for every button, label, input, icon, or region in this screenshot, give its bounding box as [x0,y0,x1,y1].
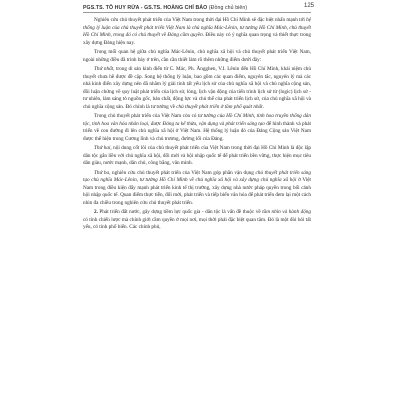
italic-text: chủ thuyết phát triển sáng tạo chủ nghĩa Mác-Lênin, tư tưởng Hồ Chí Minh về chủ nghĩa xã hội và xây dựng chủ nghĩa xã hội [83,169,311,183]
running-header [0,0,400,14]
italic-text: chủ thuyết phát triển ở tầm phổ quát nhất [176,103,263,110]
italic-text: tư tưởng của Hồ Chí Minh, tinh hoa truyền thống dân tộc, tinh hoa văn hóa nhân loại, được Đảng ta kế thừa, vận dụng và phát triển sáng tạo [83,113,311,127]
header-authors-names: PGS.TS. TÔ HUY RỨA - GS.TS. HOÀNG CHÍ BẢO [83,5,208,11]
text-run: Trong chủ thuyết phát triển của Việt Nam còn có [94,113,198,119]
italic-text: Thứ nhất [94,66,114,72]
text-run: . Điều này có ý nghĩa quan trọng và thiết thực trong xây dựng Đảng hiện nay. [83,32,311,46]
text-run: Phát triển đất nước, gây dựng tiềm lực quốc gia - dân tộc là vấn đề thuộc về [97,209,263,215]
paragraph [83,66,311,111]
header-rule [83,12,311,13]
italic-text: Thứ ba [94,169,110,176]
text-run: Nghiên cứu chủ thuyết phát triển của Việt Nam trong thời đại Hồ Chí Minh sẽ đặc biệt nhấn mạnh tới [94,17,307,23]
paragraph [83,113,311,143]
header-authors-role: (Đồng chủ biên) [208,5,248,11]
text-run: , nghiên cứu chủ thuyết phát triển của Việt Nam góp phần vận dụng [109,169,256,176]
italic-text: Thứ hai [94,145,111,151]
paragraph [83,209,311,232]
header-authors [83,5,247,11]
page-number: 125 [304,3,315,9]
text-run: , nội dung cốt lõi của chủ thuyết phát triển của Việt Nam trong thời đại Hồ Chí Minh là độc lập dân tộc gắn liền với chủ nghĩa xã hội, đổi mới và hội nhập quốc tế để phát triển bền vững, thực hiện mục tiêu dân giàu, nước mạnh, dân chủ, công bằng, văn minh. [83,145,311,166]
italic-text: hệ thống lý luận của chủ thuyết phát triển Việt Nam là chủ nghĩa Mác-Lênin, tư tưởng Hồ Chí Minh, chủ thuyết Hồ Chí Minh, trong đó có chủ thuyết về Đảng cầm quyền [83,17,311,38]
text-run: , trong di sản kinh điển từ C. Mác, Ph. Ăngghen, V.I. Lênin đến Hồ Chí Minh, khái niệm chủ thuyết chưa hề được đề cập. Song hệ thống lý luận, bao gồm các quan điểm, nguyên tắc, nguyên lý mà các nhà kinh điển xây dựng nên đã nhằm lý giải tính tất yếu lịch sử của chủ nghĩa xã hội và chủ nghĩa cộng sản, đồi luận chứng về quy luật phát triển của lịch sử, lòng, lịch vận động của tiến trình lịch sử từ (logic) lịch sử - tư nhiên, làm sáng tỏ nguồn gốc, bản chất, động lực và chủ thể của phát triển lịch sử, của chủ nghĩa xã hội và chủ nghĩa cộng sản. Đó chính là tư tưởng về [83,66,311,110]
paragraph [83,170,311,208]
text-run: . [262,103,264,110]
paragraph [83,49,311,64]
italic-text: tầm nhìn và hành động [262,209,311,215]
text-run: Trong mối quan hệ giữa chủ nghĩa Mác-Lênin, chủ nghĩa xã hội và chủ thuyết phát triển Việt Nam, ngoài những điều đã trình bày ở trên, cần cần thiết làm rõ thêm những điểm dưới đây: [83,49,311,63]
paragraph [83,145,311,168]
paragraph [83,17,311,47]
body-text [83,17,311,234]
text-run: ở Việt Nam trong điều kiện đẩy mạnh phát triển kinh tế thị trường, xây dựng nhà nước pháp quyền trong bối cảnh hội nhập quốc tế. Quan điểm thực tiễn, đổi mới, phát triển và tiếp biến văn hóa để phát triển đem lại một cách nhìn đa chiều trong nghiên cứu chủ thuyết phát triển. [83,177,311,206]
text-run: có tính chiến lược mà chính giới cầm quyền ở mọi nơi, mọi thời phải đặc biệt quan tâm. Đó là một đòi hỏi tất yếu, có tính phổ biến. Các chính phủ, [83,216,311,230]
list-number: 2. [94,209,98,215]
text-run: để hình thành và phát triển về con đường đi lên chủ nghĩa xã hội ở Việt Nam. Hệ thống lý luận đó của Đảng Cộng sản Việt Nam được thể hiện trong Cương lĩnh và chủ trương, đường lối của Đảng. [83,120,311,142]
